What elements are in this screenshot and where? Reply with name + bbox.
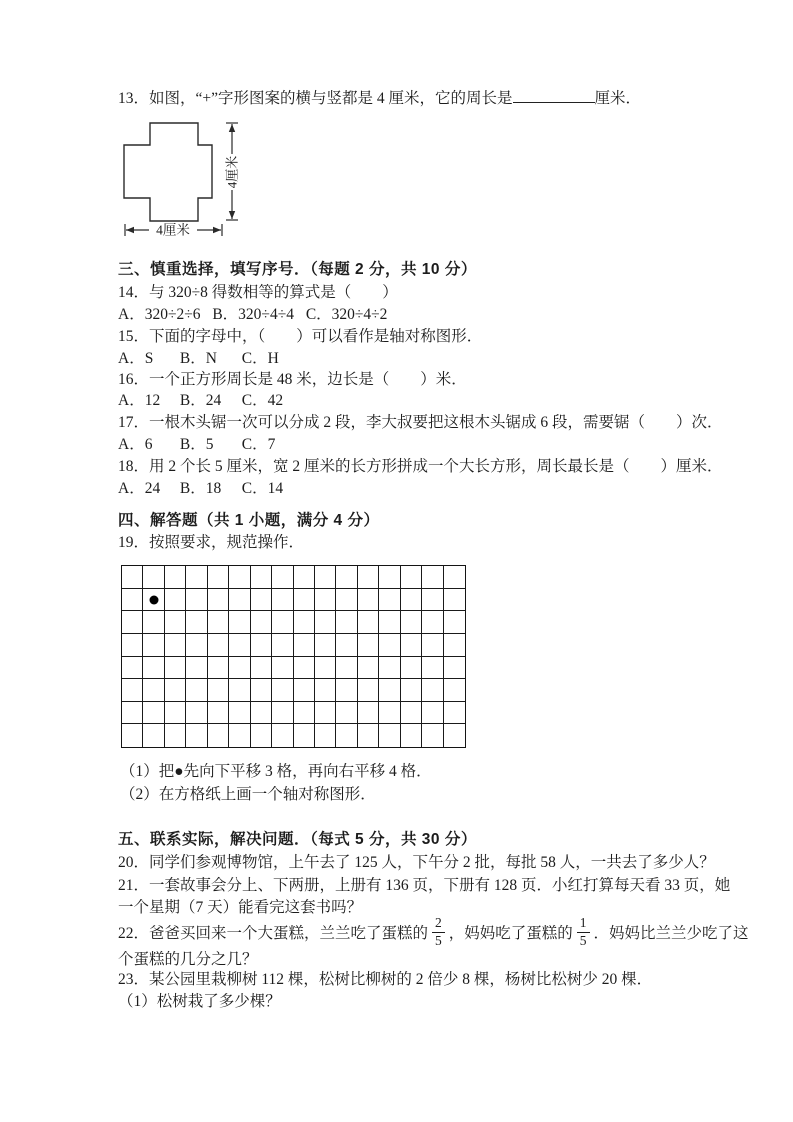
grid-cell xyxy=(315,702,336,725)
question-15-options xyxy=(118,349,300,368)
grid-cell xyxy=(165,724,186,747)
grid-cell xyxy=(208,724,229,747)
grid-cell xyxy=(186,702,207,725)
grid-cell xyxy=(358,589,379,612)
grid-cell xyxy=(358,657,379,680)
grid-cell xyxy=(229,611,250,634)
grid-cell xyxy=(122,679,143,702)
grid-cell xyxy=(229,702,250,725)
grid-cell xyxy=(165,589,186,612)
grid-cell xyxy=(165,611,186,634)
grid-cell xyxy=(379,566,400,589)
grid-cell xyxy=(358,566,379,589)
grid-cell xyxy=(444,724,465,747)
grid-cell xyxy=(122,724,143,747)
grid-cell xyxy=(251,566,272,589)
question-19-sub1: （1）把●先向下平移 3 格，再向右平移 4 格． xyxy=(120,763,432,780)
grid-cell xyxy=(358,679,379,702)
grid-cell xyxy=(229,634,250,657)
grid-cell xyxy=(336,679,357,702)
grid-cell xyxy=(444,611,465,634)
grid-cell xyxy=(186,724,207,747)
grid-cell xyxy=(165,702,186,725)
question-19-stem: 19．按照要求，规范操作． xyxy=(118,534,305,551)
grid-cell xyxy=(315,566,336,589)
question-18-stem: 18．用 2 个长 5 厘米，宽 2 厘米的长方形拼成一个大长方形，周长最长是（ ）厘米． xyxy=(118,458,723,475)
question-17-options xyxy=(118,435,300,454)
grid-cell xyxy=(336,589,357,612)
grid-cell xyxy=(294,657,315,680)
grid-cell xyxy=(422,702,443,725)
grid-cell xyxy=(401,702,422,725)
grid-cell xyxy=(229,657,250,680)
grid-cell xyxy=(208,702,229,725)
grid-cell xyxy=(422,724,443,747)
question-22-text1: 22．爸爸买回来一个大蛋糕，兰兰吃了蛋糕的 xyxy=(118,925,429,942)
grid-cell xyxy=(165,657,186,680)
grid-cell xyxy=(401,657,422,680)
grid-cell xyxy=(143,657,164,680)
grid-cell xyxy=(143,724,164,747)
question-22-line2: 个蛋糕的几分之几？ xyxy=(118,951,258,968)
grid-cell xyxy=(186,611,207,634)
question-21-line2: 一个星期（7 天）能看完这套书吗？ xyxy=(118,899,363,916)
grid-cell xyxy=(294,679,315,702)
option: C．H xyxy=(241,350,279,367)
grid-cell xyxy=(294,589,315,612)
question-18-options xyxy=(118,479,300,498)
section-5-title: 五、联系实际，解决问题．（每式 5 分，共 30 分） xyxy=(118,831,477,848)
grid-cell xyxy=(444,566,465,589)
grid-cell xyxy=(251,634,272,657)
fraction-denominator: 5 xyxy=(435,932,442,948)
grid-cell xyxy=(251,702,272,725)
question-16-stem: 16．一个正方形周长是 48 米，边长是（ ）米． xyxy=(118,371,467,388)
fraction-numerator: 2 xyxy=(432,916,445,933)
arrow-right-icon xyxy=(213,227,221,233)
grid-cell xyxy=(315,634,336,657)
grid-cell xyxy=(143,566,164,589)
grid-cell xyxy=(336,657,357,680)
grid-cell xyxy=(186,679,207,702)
movable-dot xyxy=(150,595,159,604)
grid-cell xyxy=(336,724,357,747)
grid-cell xyxy=(272,566,293,589)
section-3-title: 三、慎重选择，填写序号．（每题 2 分，共 10 分） xyxy=(118,261,477,278)
grid-cell xyxy=(122,589,143,612)
grid-cell xyxy=(336,611,357,634)
fraction-two-fifths xyxy=(432,916,445,949)
grid-cell xyxy=(358,702,379,725)
grid-cell xyxy=(294,702,315,725)
question-20: 20．同学们参观博物馆，上午去了 125 人，下午分 2 批，每批 58 人，一共去了多少人？ xyxy=(118,854,715,871)
grid-cell xyxy=(358,724,379,747)
grid-cell xyxy=(379,724,400,747)
grid-cell xyxy=(186,566,207,589)
grid-cell xyxy=(208,679,229,702)
grid-cell xyxy=(272,634,293,657)
grid-cell xyxy=(315,589,336,612)
grid-cell xyxy=(229,724,250,747)
grid-cell xyxy=(251,657,272,680)
grid-cell xyxy=(336,634,357,657)
grid-cell xyxy=(336,566,357,589)
fraction-one-fifth xyxy=(577,916,590,949)
grid-cell xyxy=(251,589,272,612)
grid-cell xyxy=(422,634,443,657)
arrow-up-icon xyxy=(229,124,235,132)
grid-cell xyxy=(208,634,229,657)
square-grid xyxy=(121,565,466,748)
grid-cell xyxy=(251,724,272,747)
plus-shape xyxy=(124,123,212,221)
question-13 xyxy=(118,88,641,108)
question-13-text: 13．如图，“+”字形图案的横与竖都是 4 厘米，它的周长是 xyxy=(118,90,513,107)
grid-cell xyxy=(122,566,143,589)
question-22-text2: ，妈妈吃了蛋糕的 xyxy=(448,925,573,942)
question-14-stem: 14．与 320÷8 得数相等的算式是（ ） xyxy=(118,284,398,301)
grid-cell xyxy=(379,657,400,680)
question-22-text3: ．妈妈比兰兰少吃了这 xyxy=(593,925,749,942)
fraction-numerator: 1 xyxy=(577,916,590,933)
grid-cell xyxy=(229,566,250,589)
grid-cell xyxy=(272,611,293,634)
grid-cell xyxy=(401,589,422,612)
option: B．18 xyxy=(179,480,222,497)
grid-cell xyxy=(165,634,186,657)
option: A．24 xyxy=(118,480,161,497)
grid-cell xyxy=(422,589,443,612)
question-13-blank xyxy=(513,88,595,103)
grid-cell xyxy=(272,589,293,612)
question-17-stem: 17．一根木头锯一次可以分成 2 段，李大叔要把这根木头锯成 6 段，需要锯（ ）次． xyxy=(118,414,723,431)
question-14-options xyxy=(118,305,395,324)
grid-cell xyxy=(294,724,315,747)
grid-cell xyxy=(143,634,164,657)
grid-cell xyxy=(208,566,229,589)
question-16-options xyxy=(118,391,300,410)
grid-cell xyxy=(315,724,336,747)
question-13-suffix: 厘米． xyxy=(594,90,642,107)
option: C．320÷4÷2 xyxy=(305,306,388,323)
grid-cell xyxy=(379,611,400,634)
grid-cell xyxy=(315,611,336,634)
grid-cell xyxy=(401,566,422,589)
question-23: 23．某公园里栽柳树 112 棵，松树比柳树的 2 倍少 8 棵，杨树比松树少 20 棵． xyxy=(118,971,653,988)
grid-cell xyxy=(122,657,143,680)
grid-cell xyxy=(272,724,293,747)
grid-cell xyxy=(272,702,293,725)
grid-cell xyxy=(294,611,315,634)
grid-cell xyxy=(379,589,400,612)
grid-cell xyxy=(186,634,207,657)
option: B．N xyxy=(179,350,217,367)
grid-cell xyxy=(401,724,422,747)
grid-cell xyxy=(315,657,336,680)
arrow-left-icon xyxy=(126,227,134,233)
grid-cell xyxy=(444,634,465,657)
grid-cell xyxy=(272,657,293,680)
question-23-sub1: （1）松树栽了多少棵？ xyxy=(118,993,281,1010)
grid-cell xyxy=(272,679,293,702)
grid-cell xyxy=(122,634,143,657)
grid-cell xyxy=(186,657,207,680)
grid-cell xyxy=(401,634,422,657)
vertical-dimension-label: 4厘米 xyxy=(224,155,240,189)
grid-cell xyxy=(401,679,422,702)
grid-cell xyxy=(444,679,465,702)
grid-cell xyxy=(358,634,379,657)
option: C．42 xyxy=(241,392,284,409)
grid-cell xyxy=(358,611,379,634)
grid-cell xyxy=(229,589,250,612)
option: A．S xyxy=(118,350,154,367)
grid-cell xyxy=(143,702,164,725)
grid-cell xyxy=(208,657,229,680)
grid-cell xyxy=(251,611,272,634)
grid-cell xyxy=(165,679,186,702)
grid-cell xyxy=(251,679,272,702)
grid-cell xyxy=(379,679,400,702)
option: A．6 xyxy=(118,436,153,453)
grid-cell xyxy=(229,679,250,702)
grid-cell xyxy=(422,566,443,589)
option: B．320÷4÷4 xyxy=(212,306,294,323)
option: C．7 xyxy=(241,436,276,453)
grid-cell xyxy=(208,589,229,612)
question-22-line1 xyxy=(118,913,749,951)
grid-cell xyxy=(294,634,315,657)
grid-cell xyxy=(122,611,143,634)
option: A．320÷2÷6 xyxy=(118,306,201,323)
horizontal-dimension-label: 4厘米 xyxy=(156,222,190,238)
grid-cell xyxy=(379,634,400,657)
option: A．12 xyxy=(118,392,161,409)
grid-cell xyxy=(379,702,400,725)
option: C．14 xyxy=(241,480,284,497)
grid-cell xyxy=(422,657,443,680)
grid-cell xyxy=(143,611,164,634)
grid-cell xyxy=(444,702,465,725)
grid-cell xyxy=(294,566,315,589)
grid-cell xyxy=(315,679,336,702)
grid-cell xyxy=(422,611,443,634)
grid-cell xyxy=(444,589,465,612)
grid-cell xyxy=(122,702,143,725)
grid-cell xyxy=(401,611,422,634)
grid-cell xyxy=(422,679,443,702)
option: B．24 xyxy=(179,392,222,409)
fraction-denominator: 5 xyxy=(579,932,587,948)
question-15-stem: 15．下面的字母中，（ ）可以看作是轴对称图形． xyxy=(118,328,483,345)
grid-cell xyxy=(444,657,465,680)
grid-cell xyxy=(143,679,164,702)
question-19-sub2: （2）在方格纸上画一个轴对称图形． xyxy=(120,786,376,803)
grid-cell xyxy=(208,611,229,634)
arrow-down-icon xyxy=(229,211,235,219)
grid-cell xyxy=(186,589,207,612)
grid-cell xyxy=(165,566,186,589)
cross-figure xyxy=(108,110,253,250)
question-21-line1: 21．一套故事会分上、下两册，上册有 136 页，下册有 128 页．小红打算每天看 33 页，她 xyxy=(118,877,731,894)
grid-cell xyxy=(336,702,357,725)
section-4-title: 四、解答题（共 1 小题，满分 4 分） xyxy=(118,512,380,529)
option: B．5 xyxy=(179,436,214,453)
